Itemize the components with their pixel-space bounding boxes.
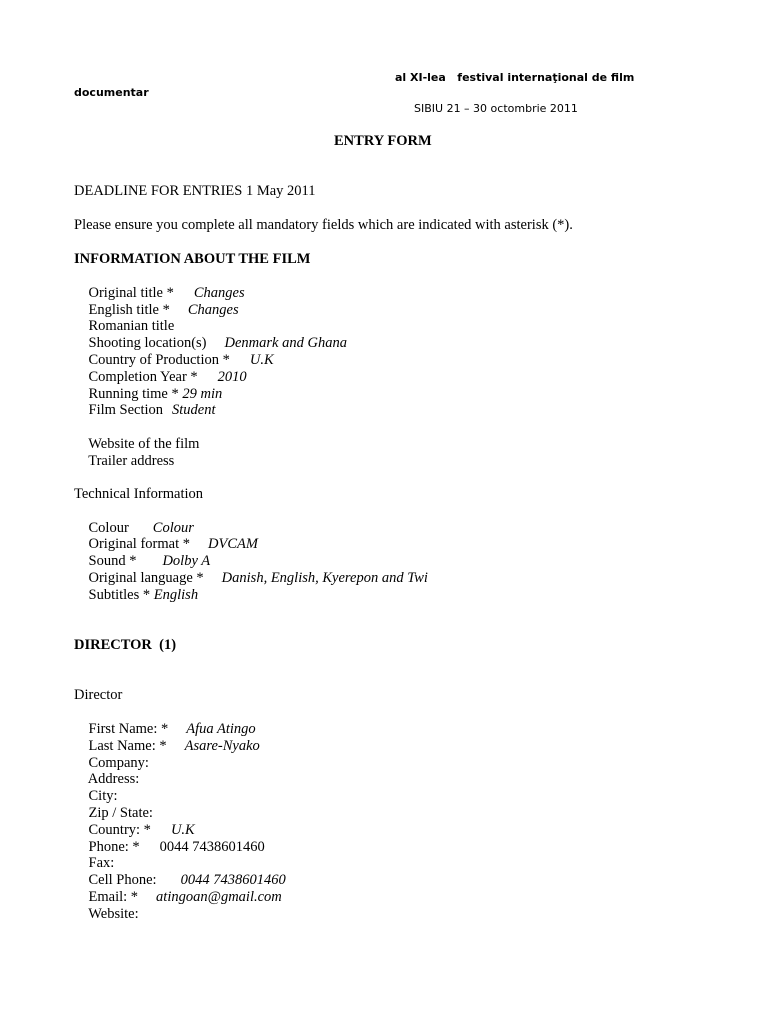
film-section-label: Film Section bbox=[88, 402, 164, 418]
first-name-value: Afua Atingo bbox=[186, 721, 256, 737]
email-value: atingoan@gmail.com bbox=[156, 889, 282, 905]
first-name-label: First Name: * bbox=[88, 721, 169, 737]
last-name-value: Asare-Nyako bbox=[184, 738, 260, 754]
director-website-row bbox=[74, 889, 139, 940]
country-production-value: U.K bbox=[249, 352, 274, 368]
director-country-value: U.K bbox=[170, 822, 195, 838]
english-title-label: English title * bbox=[88, 302, 170, 318]
trailer-address-label: Trailer address bbox=[88, 453, 175, 469]
address-label: Address: bbox=[87, 771, 140, 787]
romanian-title-label: Romanian title bbox=[88, 318, 175, 334]
subtitles-row bbox=[74, 570, 198, 621]
deadline-text: DEADLINE FOR ENTRIES 1 May 2011 bbox=[74, 183, 316, 199]
zip-state-label: Zip / State: bbox=[88, 805, 153, 821]
original-title-label: Original title * bbox=[88, 285, 174, 301]
english-title-value: Changes bbox=[187, 302, 239, 318]
film-section-value: Student bbox=[172, 402, 216, 418]
instructions-text: Please ensure you complete all mandatory fields which are indicated with asterisk (*). bbox=[74, 217, 573, 233]
fax-label: Fax: bbox=[88, 855, 115, 871]
colour-label: Colour bbox=[88, 520, 129, 536]
running-time-value: 29 min bbox=[182, 386, 223, 402]
technical-info-heading: Technical Information bbox=[74, 486, 204, 502]
running-time-label: Running time * bbox=[88, 386, 179, 402]
director-country-label: Country: * bbox=[88, 822, 151, 838]
phone-label: Phone: * bbox=[88, 839, 140, 855]
last-name-label: Last Name: * bbox=[88, 738, 167, 754]
form-title: ENTRY FORM bbox=[334, 133, 432, 149]
sound-label: Sound * bbox=[88, 553, 137, 569]
company-label: Company: bbox=[88, 755, 149, 771]
original-format-value: DVCAM bbox=[207, 536, 258, 552]
completion-year-value: 2010 bbox=[217, 369, 247, 385]
colour-value: Colour bbox=[152, 520, 194, 536]
original-title-value: Changes bbox=[193, 285, 245, 301]
email-label: Email: * bbox=[88, 889, 139, 905]
film-info-heading: INFORMATION ABOUT THE FILM bbox=[74, 251, 311, 267]
cell-phone-value: 0044 7438601460 bbox=[180, 872, 286, 888]
subtitles-label: Subtitles * bbox=[88, 587, 151, 603]
film-website-label: Website of the film bbox=[88, 436, 200, 452]
original-language-value: Danish, English, Kyerepon and Twi bbox=[221, 570, 428, 586]
phone-value: 0044 7438601460 bbox=[159, 839, 265, 855]
original-language-label: Original language * bbox=[88, 570, 204, 586]
completion-year-label: Completion Year * bbox=[88, 369, 198, 385]
cell-phone-label: Cell Phone: bbox=[88, 872, 157, 888]
original-format-label: Original format * bbox=[88, 536, 190, 552]
shooting-location-label: Shooting location(s) bbox=[88, 335, 207, 351]
director-subheading: Director bbox=[74, 687, 123, 703]
country-production-label: Country of Production * bbox=[88, 352, 230, 368]
shooting-location-value: Denmark and Ghana bbox=[224, 335, 347, 351]
festival-header-line1: al XI-lea festival internaţional de film bbox=[395, 71, 635, 84]
trailer-address-row bbox=[74, 436, 174, 487]
city-label: City: bbox=[88, 788, 118, 804]
director-website-label: Website: bbox=[88, 906, 139, 922]
festival-header-line2: documentar bbox=[74, 86, 149, 99]
sound-value: Dolby A bbox=[162, 553, 211, 569]
director-heading: DIRECTOR (1) bbox=[74, 637, 177, 653]
festival-dates: SIBIU 21 – 30 octombrie 2011 bbox=[414, 102, 578, 115]
subtitles-value: English bbox=[153, 587, 199, 603]
